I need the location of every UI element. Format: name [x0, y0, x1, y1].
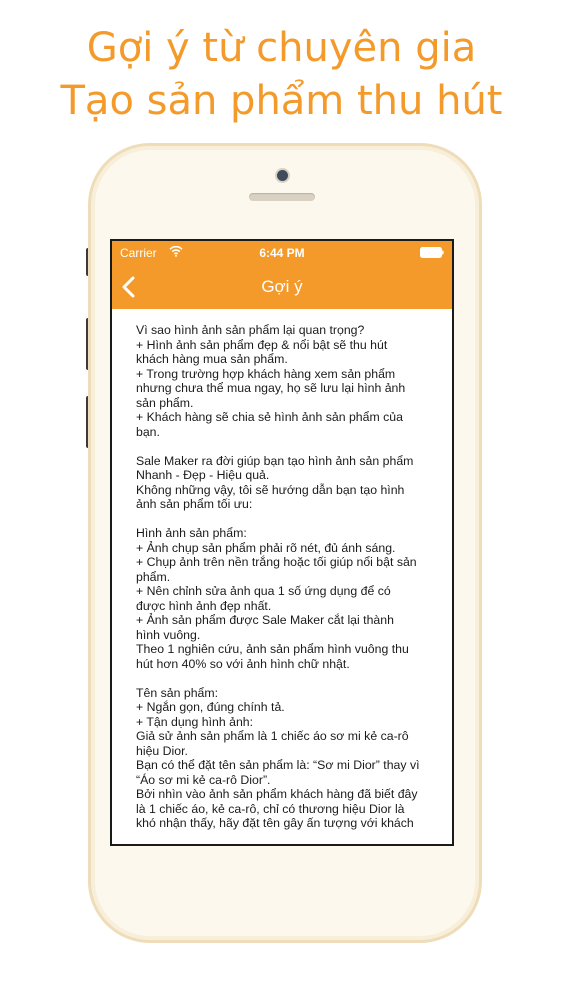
tip-line: Nhanh - Đẹp - Hiệu quả.	[136, 468, 270, 482]
tip-line: + Ngắn gọn, đúng chính tả.	[136, 700, 285, 714]
tip-line: Hình ảnh sản phẩm:	[136, 526, 247, 540]
earpiece-speaker	[249, 193, 315, 201]
tip-paragraph	[136, 454, 436, 512]
tip-line: Theo 1 nghiên cứu, ảnh sản phẩm hình vuông thu	[136, 642, 409, 656]
tip-line: + Nên chỉnh sửa ảnh qua 1 số ứng dụng để có	[136, 584, 391, 598]
tip-line: nhưng chưa thể mua ngay, họ sẽ lưu lại hình ảnh	[136, 381, 406, 395]
tip-line: + Chụp ảnh trên nền trắng hoặc tối giúp nổi bật sản	[136, 555, 417, 569]
tip-line: hình vuông.	[136, 627, 201, 642]
tip-line: Tên sản phẩm:	[136, 685, 219, 700]
tip-line: “Áo sơ mi kẻ ca-rô Dior”.	[136, 772, 271, 787]
tip-line: là 1 chiếc áo, kẻ ca-rô, chỉ có thương hiệu Dior là	[136, 801, 405, 816]
tip-line: + Tận dụng hình ảnh:	[136, 714, 254, 729]
promo-subheadline: Tạo sản phẩm thu hút	[60, 78, 503, 124]
nav-title: Gợi ý	[261, 277, 303, 296]
tip-line: + Hình ảnh sản phẩm đẹp & nổi bật sẽ thu hút	[136, 337, 388, 352]
promo-headline: Gợi ý từ chuyên gia	[86, 25, 477, 71]
tip-line: + Khách hàng sẽ chia sẻ hình ảnh sản phẩm của	[136, 410, 403, 424]
battery-icon	[420, 247, 444, 258]
tip-line: Vì sao hình ảnh sản phẩm lại quan trọng?	[136, 323, 365, 337]
carrier-label: Carrier	[120, 246, 157, 260]
tips-content[interactable]	[136, 323, 436, 831]
tip-line: Bạn có thể đặt tên sản phẩm là: “Sơ mi Dior” thay vì	[136, 758, 420, 772]
tip-line: Bởi nhìn vào ảnh sản phẩm khách hàng đã biết đây	[136, 787, 418, 801]
phone-screen	[110, 239, 454, 846]
tip-line: khách hàng mua sản phẩm.	[136, 352, 288, 366]
tip-line: Giả sử ảnh sản phẩm là 1 chiếc áo sơ mi kẻ ca-rô	[136, 729, 409, 743]
tip-line: bạn.	[136, 424, 160, 439]
tip-line: + Ảnh sản phẩm được Sale Maker cắt lại thành	[136, 613, 394, 627]
tip-line: + Trong trường hợp khách hàng xem sản phẩm	[136, 366, 396, 381]
tip-line: hút hơn 40% so với ảnh hình chữ nhật.	[136, 656, 350, 671]
tip-line: sản phẩm.	[136, 395, 194, 410]
tip-line: + Ảnh chụp sản phẩm phải rõ nét, đủ ánh sáng.	[136, 540, 396, 555]
tip-line: Không những vậy, tôi sẽ hướng dẫn bạn tạo hình	[136, 482, 405, 497]
tip-line: được hình ảnh đẹp nhất.	[136, 598, 272, 613]
tip-line: phẩm.	[136, 569, 171, 584]
tip-line: hiệu Dior.	[136, 743, 188, 758]
front-camera	[277, 170, 288, 181]
tip-line: khó nhận thấy, hãy đặt tên gây ấn tượng với khách	[136, 816, 414, 830]
tip-line: Sale Maker ra đời giúp bạn tạo hình ảnh sản phẩm	[136, 453, 414, 468]
status-bar	[112, 241, 452, 265]
navigation-bar	[112, 265, 452, 309]
tip-line: ảnh sản phẩm tối ưu:	[136, 497, 253, 511]
tip-paragraph	[136, 323, 436, 439]
tip-paragraph	[136, 526, 436, 671]
tip-paragraph	[136, 686, 436, 831]
status-time: 6:44 PM	[259, 246, 305, 260]
